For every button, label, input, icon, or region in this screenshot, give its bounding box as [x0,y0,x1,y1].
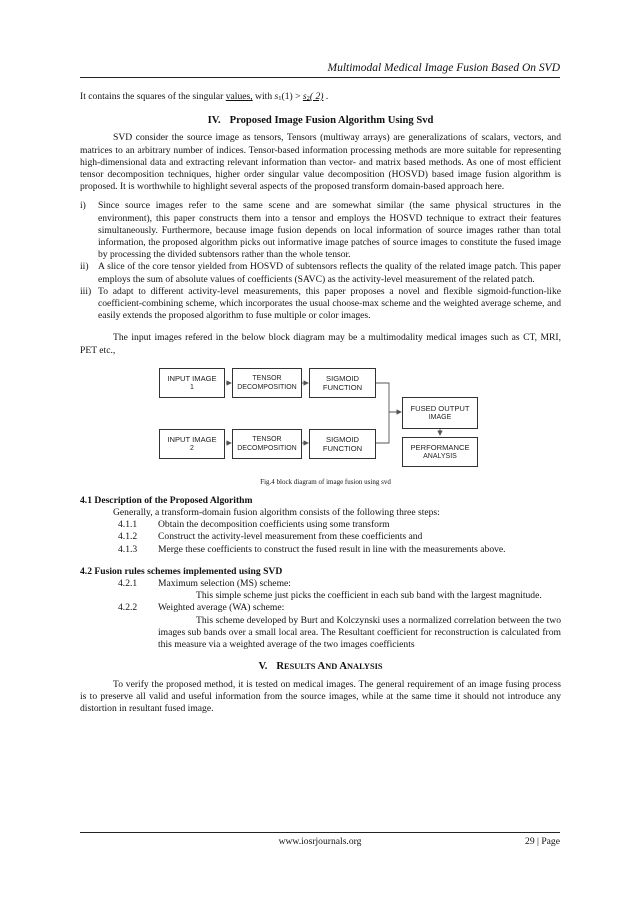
intro-text: It contains the squares of the singular [80,91,226,102]
section-5-heading: V. RESULTS AND ANALYSIS [258,661,383,673]
scheme-wa: 4.2.2 Weighted average (WA) scheme: [118,602,285,614]
list-item: 4.1.3 Merge these coefficients to construct the fused result in line with the measurements above. [118,543,506,555]
tensor-decomposition-1-box: TENSOR DECOMPOSITION [232,368,302,398]
section-5-paragraph: To verify the proposed method, it is tested on medical images. The general requirement of an image fusing process is to preserve all valid and useful information from the source images, while at the same time it should not introduce any distortion in resultant fused image. [80,678,561,714]
intro-end: . [323,91,329,102]
page-footer [80,832,560,850]
list-item: ii) A slice of the core tensor yielded from HOSVD of subtensors reflects the quality of the related image patch. This paper employs the sum of absolute values of coefficients (SAVC) as the activity-level measurement of the related patch. [80,261,561,285]
sigmoid-function-1-box: SIGMOID FUNCTION [309,368,376,398]
scheme-ms-body: This simple scheme just picks the coefficient in each sub band with the largest magnitude. [196,590,542,602]
subsection-4-1-intro: Generally, a transform-domain fusion algorithm consists of the following three steps: [113,507,440,519]
symbol-s1: s1 [274,91,282,102]
section-4-number: IV. [207,115,221,127]
sigmoid-function-2-box: SIGMOID FUNCTION [309,429,376,459]
symbol-s2: s2( 2) [302,91,324,102]
list-item: 4.1.2 Construct the activity-level measurement from these coefficients and [118,531,423,543]
running-title: Multimodal Medical Image Fusion Based On SVD [327,62,560,74]
page-content [80,91,561,715]
intro-underlined: values, [225,91,253,102]
section-5-number: V. [258,661,268,673]
performance-analysis-box: PERFORMANCE ANALYSIS [402,437,478,467]
s1-arg: (1) [281,91,293,102]
running-header [80,62,560,78]
intro-line [80,91,561,105]
list-item: iii) To adapt to different activity-level measurements, this paper proposes a novel and flexible sigmoid-function-like coefficient-combining scheme, which incorporates the usual choose-max scheme and the weighted average scheme, and easily extends the proposed algorithm to fuse multiple or color images. [80,285,561,322]
aspects-list [80,200,561,322]
subsection-4-1-heading: 4.1 Description of the Proposed Algorithm [80,494,253,506]
scheme-ms: 4.2.1 Maximum selection (MS) scheme: [118,578,291,590]
gt-sign: > [292,91,303,102]
subsection-4-2-heading: 4.2 Fusion rules schemes implemented using SVD [80,565,283,577]
page-number: 29 | Page [525,836,560,847]
fused-output-image-box: FUSED OUTPUT IMAGE [402,397,478,429]
section-4-paragraph-2: The input images refered in the below block diagram may be a multimodality medical images such as CT, MRI, PET etc., [80,332,561,356]
list-item: i) Since source images refer to the same scene and are somewhat similar (the same physical structures in the environment), this paper constructs them into a tensor and employs the HOSVD technique to extract their features simultaneously. Furthermore, because image fusion depends on local information of source images rather than total information, the proposed algorithm picks out informative image patches of source images to constitute the fused image by processing the divided subtensors rather than the whole tensor. [80,200,561,261]
intro-mid: with [252,91,275,102]
section-4-paragraph-1: SVD consider the source image as tensors, Tensors (multiway arrays) are generalizations of scalars, vectors, and matrices to an arbitrary number of indices. Tensor-based information processing methods are more suitable for representing high-dimensional data and extracting relevant information than vector- and matrix based methods. As one of most efficient tensor decomposition techniques, higher order singular value decomposition (HOSVD) based image fusion algorithm is proposed. It is worthwhile to highlight several aspects of the proposed transform domain-based approach here. [80,132,561,193]
list-item: 4.1.1 Obtain the decomposition coefficients using some transform [118,519,390,531]
input-image-2-box: INPUT IMAGE 2 [159,429,225,459]
figure-caption: Fig.4 block diagram of image fusion using svd [260,477,391,486]
block-diagram [80,365,561,495]
input-image-1-box: INPUT IMAGE 1 [159,368,225,398]
section-4-title: Proposed Image Fusion Algorithm Using Svd [229,115,434,127]
scheme-wa-body: This scheme developed by Burt and Kolczynski uses a normalized correlation between the two images sub bands over a small local area. The Resultant coefficient for reconstruction is calculated from this measure via a weighted average of the two images coefficients [158,614,561,651]
algorithm-steps [80,519,561,556]
tensor-decomposition-2-box: TENSOR DECOMPOSITION [232,429,302,459]
section-4-heading [80,115,561,127]
journal-site: www.iosrjournals.org [278,836,362,847]
